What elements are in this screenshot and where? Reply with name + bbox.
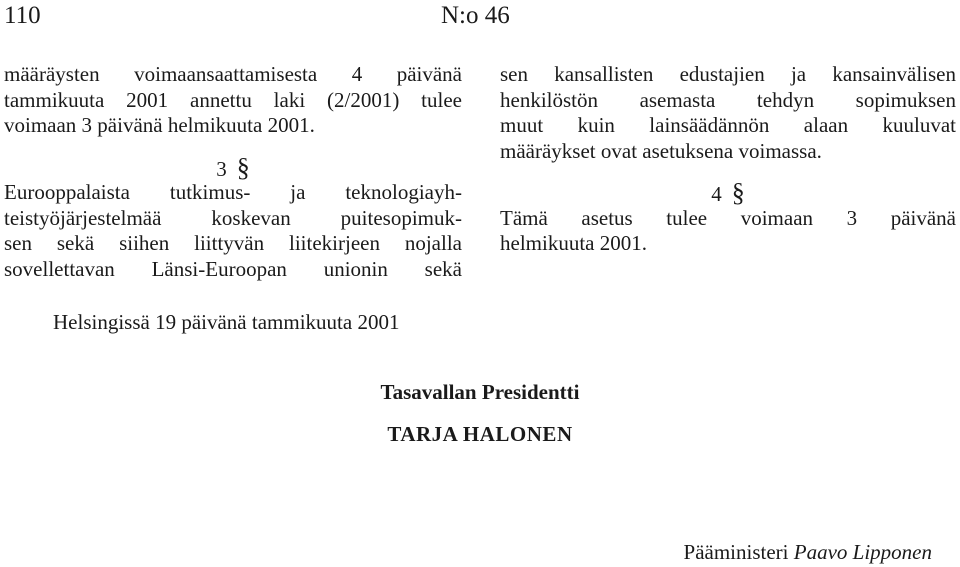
text-line: muut kuin lainsäädännön alaan kuuluvat bbox=[500, 113, 956, 137]
signatory-name: TARJA HALONEN bbox=[387, 422, 573, 446]
issue-number: N:o 46 bbox=[441, 2, 510, 29]
section-heading-3 bbox=[4, 152, 462, 182]
text-line: sovellettavan Länsi-Euroopan unionin sekä bbox=[4, 256, 462, 281]
section-mark: § bbox=[731, 178, 745, 207]
place-date: Helsingissä 19 päivänä tammikuuta 2001 bbox=[53, 310, 400, 334]
text-line: tammikuuta 2001 annettu laki (2/2001) tulee bbox=[4, 87, 462, 112]
text-line: määräysten voimaansaattamisesta 4 päivänä bbox=[4, 62, 462, 86]
section-number: 3 bbox=[216, 156, 227, 181]
countersign-title: Pääministeri bbox=[683, 540, 789, 564]
page-number: 110 bbox=[4, 2, 41, 29]
text-line: voimaan 3 päivänä helmikuuta 2001. bbox=[4, 113, 315, 137]
text-line: sen kansallisten edustajien ja kansainvälisen bbox=[500, 62, 956, 86]
text-line: Tämä asetus tulee voimaan 3 päivänä bbox=[500, 205, 956, 230]
text-line: teistyöjärjestelmää koskevan puitesopimuk- bbox=[4, 205, 462, 230]
text-line: määräykset ovat asetuksena voimassa. bbox=[500, 138, 822, 163]
section-mark: § bbox=[236, 152, 250, 182]
text-line: henkilöstön asemasta tehdyn sopimuksen bbox=[500, 87, 956, 112]
text-line: Eurooppalaista tutkimus- ja teknologiayh- bbox=[4, 180, 462, 204]
section-number: 4 bbox=[711, 182, 722, 206]
left-column bbox=[4, 62, 462, 282]
right-column bbox=[500, 62, 956, 257]
signatory-office: Tasavallan Presidentti bbox=[380, 380, 580, 404]
countersignature bbox=[684, 540, 932, 565]
countersign-name: Paavo Lipponen bbox=[793, 540, 932, 564]
section-heading-4 bbox=[500, 180, 956, 206]
text-line: helmikuuta 2001. bbox=[500, 231, 647, 255]
text-line: sen sekä siihen liittyvän liitekirjeen nojalla bbox=[4, 231, 462, 255]
